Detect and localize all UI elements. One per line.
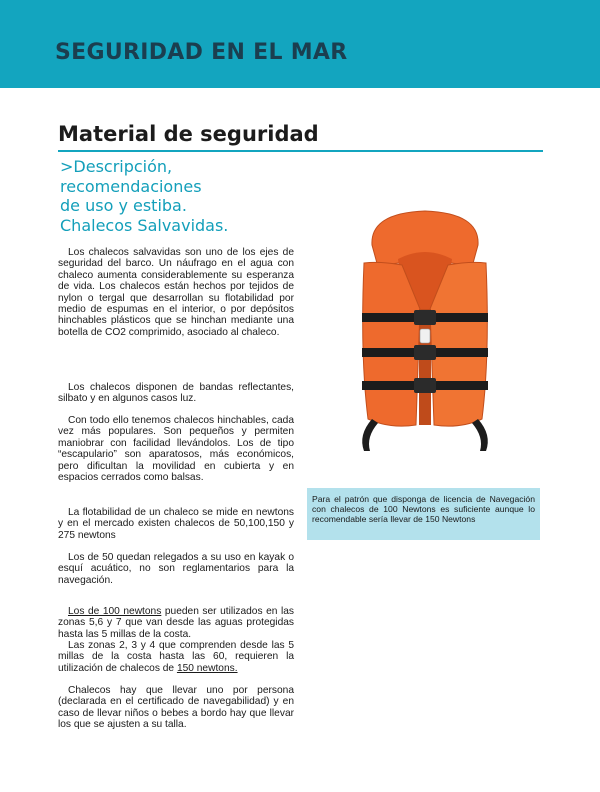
- paragraph-100n: [58, 606, 294, 640]
- paragraph-150n: [58, 640, 294, 674]
- paragraph-intro: Los chalecos salvavidas son uno de los ejes de seguridad del barco. Un náufrago en el agua con chaleco aumenta considerablemente su esperanza de vida. Los chalecos están hechos por tejidos de nylon o tergal que desarrollan su flotabilidad por medio de espumas en el interior, o por depósitos hinchables plásticos que se hinchan mediante una botella de CO2 comprimido, asociado al chaleco.: [58, 247, 294, 338]
- paragraph-per-person: Chalecos hay que llevar uno por persona (declarada en el certificado de navegabilidad) y en caso de llevar niños o bebes a bordo hay que llevar los que se ajusten a su talla.: [58, 685, 294, 731]
- buckle: [414, 345, 436, 360]
- paragraph-reflective: Los chalecos disponen de bandas reflectantes, silbato y en algunos casos luz.: [58, 382, 294, 405]
- whistle-icon: [420, 329, 430, 343]
- subtitle-line: >Descripción,: [60, 157, 173, 176]
- section-title: Material de seguridad: [58, 122, 319, 146]
- subtitle: [60, 157, 280, 235]
- subtitle-line: recomendaciones: [60, 176, 202, 196]
- paragraph-inflatable: Con todo ello tenemos chalecos hinchables, cada vez más populares. Son pequeños y permiten maniobrar con facilidad llevándolos. Los de tipo “escapulario” son aparatosos, más económicos, pero dificultan la movilidad en cubierta y en espacios cerrados como balsas.: [58, 415, 294, 484]
- paragraph-150n-text: Las zonas 2, 3 y 4 que comprenden desde las 5 millas de la costa hasta las 60, requieren la utilización de chalecos de: [58, 640, 294, 674]
- subtitle-line: Chalecos Salvavidas.: [60, 215, 229, 235]
- buckle: [414, 378, 436, 393]
- banner-title: SEGURIDAD EN EL MAR: [55, 40, 348, 65]
- note-text: Para el patrón que disponga de licencia de Navegación con chalecos de 100 Newtons es suficiente aunque lo recomendable sería llevar de 150 Newtons: [312, 494, 535, 525]
- life-jacket-image: [350, 205, 500, 455]
- leg-strap-right: [472, 419, 488, 451]
- underlined-100n: Los de 100 newtons: [68, 606, 162, 617]
- paragraph-50n: Los de 50 quedan relegados a su uso en kayak o esquí acuático, no son reglamentarios para la navegación.: [58, 552, 294, 586]
- paragraph-100n-rest: pueden ser utilizados en las zonas 5,6 y 7 que van desde las aguas protegidas hasta las 5 millas de la costa.: [58, 606, 294, 640]
- buckle: [414, 310, 436, 325]
- title-divider: [58, 150, 543, 152]
- subtitle-line: de uso y estiba.: [60, 196, 187, 215]
- underlined-150n: 150 newtons.: [176, 662, 238, 674]
- paragraph-buoyancy: La flotabilidad de un chaleco se mide en newtons y en el mercado existen chalecos de 50,100,150 y 275 newtons: [58, 507, 294, 541]
- leg-strap-left: [362, 419, 378, 451]
